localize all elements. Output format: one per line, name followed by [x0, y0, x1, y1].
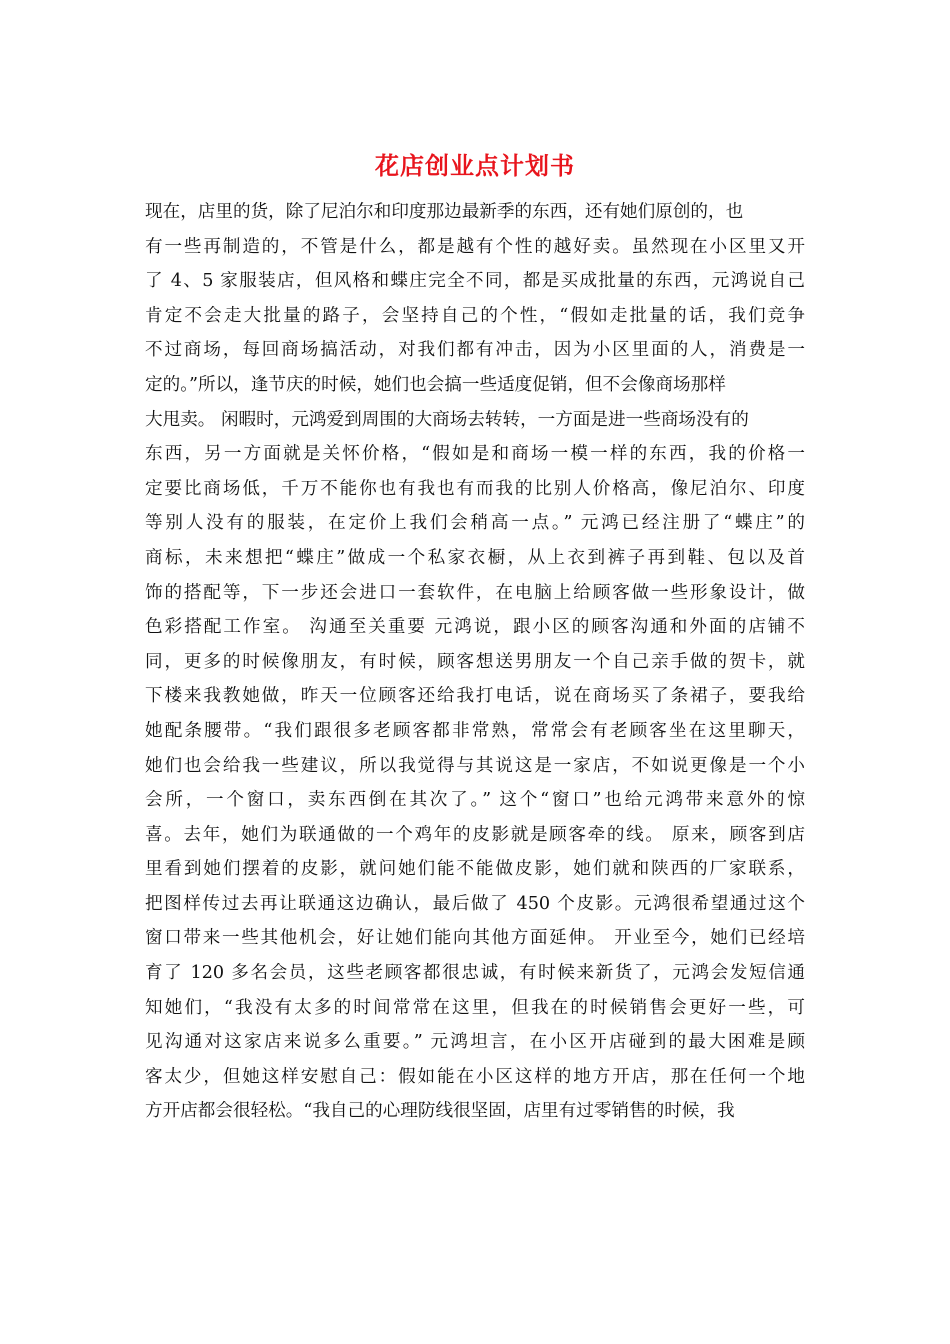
- text-line: 等别人没有的服装，在定价上我们会稍高一点。” 元鸿已经注册了“蝶庄”的: [145, 513, 805, 534]
- text-line: 饰的搭配等，下一步还会进口一套软件，在电脑上给顾客做一些形象设计，做: [145, 582, 805, 603]
- text-line: 会所，一个窗口，卖东西倒在其次了。” 这个“窗口”也给元鸿带来意外的惊: [145, 790, 805, 811]
- text-line: 不过商场，每回商场搞活动，对我们都有冲击，因为小区里面的人，消费是一: [145, 340, 805, 361]
- text-line: 方开店都会很轻松。“我自己的心理防线很坚固，店里有过零销售的时候，我: [145, 1101, 735, 1122]
- text-line: 她配条腰带。“我们跟很多老顾客都非常熟，常常会有老顾客坐在这里聊天，: [145, 720, 805, 741]
- text-line: 下楼来我教她做，昨天一位顾客还给我打电话，说在商场买了条裙子，要我给: [145, 686, 805, 707]
- text-line: 肯定不会走大批量的路子，会坚持自己的个性，“假如走批量的话，我们竞争: [145, 305, 805, 326]
- text-line: 见沟通对这家店来说多么重要。” 元鸿坦言，在小区开店碰到的最大困难是顾: [145, 1032, 805, 1053]
- text-line: 东西，另一方面就是关怀价格，“假如是和商场一模一样的东西，我的价格一: [145, 444, 805, 465]
- text-line: 她们也会给我一些建议，所以我觉得与其说这是一家店，不如说更像是一个小: [145, 755, 805, 776]
- text-line: 商标，未来想把“蝶庄”做成一个私家衣橱，从上衣到裤子再到鞋、包以及首: [145, 547, 805, 568]
- text-line: 里看到她们摆着的皮影，就问她们能不能做皮影，她们就和陕西的厂家联系，: [145, 859, 805, 880]
- text-line: 定要比商场低，千万不能你也有我也有而我的比别人价格高，像尼泊尔、印度: [145, 478, 805, 499]
- text-line: 有一些再制造的，不管是什么，都是越有个性的越好卖。虽然现在小区里又开: [145, 236, 805, 257]
- text-line: 色彩搭配工作室。 沟通至关重要 元鸿说，跟小区的顾客沟通和外面的店铺不: [145, 617, 805, 638]
- text-line: 窗口带来一些其他机会，好让她们能向其他方面延伸。 开业至今，她们已经培: [145, 928, 805, 949]
- document-body: [145, 195, 805, 1129]
- text-line: 同，更多的时候像朋友，有时候，顾客想送男朋友一个自己亲手做的贺卡，就: [145, 651, 805, 672]
- text-line: 把图样传过去再让联通这边确认，最后做了 450 个皮影。元鸿很希望通过这个: [145, 893, 805, 914]
- text-line: 定的。”所以，逢节庆的时候，她们也会搞一些适度促销，但不会像商场那样: [145, 374, 726, 395]
- text-line: 了 4、5 家服装店，但风格和蝶庄完全不同，都是买成批量的东西，元鸿说自己: [145, 271, 805, 292]
- text-line: 知她们，“我没有太多的时间常常在这里，但我在的时候销售会更好一些，可: [145, 997, 805, 1018]
- text-line: 现在，店里的货，除了尼泊尔和印度那边最新季的东西，还有她们原创的，也: [145, 202, 744, 222]
- text-line: 育了 120 多名会员，这些老顾客都很忠诚，有时候来新货了，元鸿会发短信通: [145, 963, 805, 984]
- document-title: 花店创业点计划书: [375, 151, 575, 180]
- text-line: 客太少，但她这样安慰自己：假如能在小区这样的地方开店，那在任何一个地: [145, 1066, 805, 1087]
- text-line: 大甩卖。 闲暇时，元鸿爱到周围的大商场去转转，一方面是进一些商场没有的: [145, 409, 749, 430]
- text-line: 喜。去年，她们为联通做的一个鸡年的皮影就是顾客牵的线。 原来，顾客到店: [145, 824, 805, 845]
